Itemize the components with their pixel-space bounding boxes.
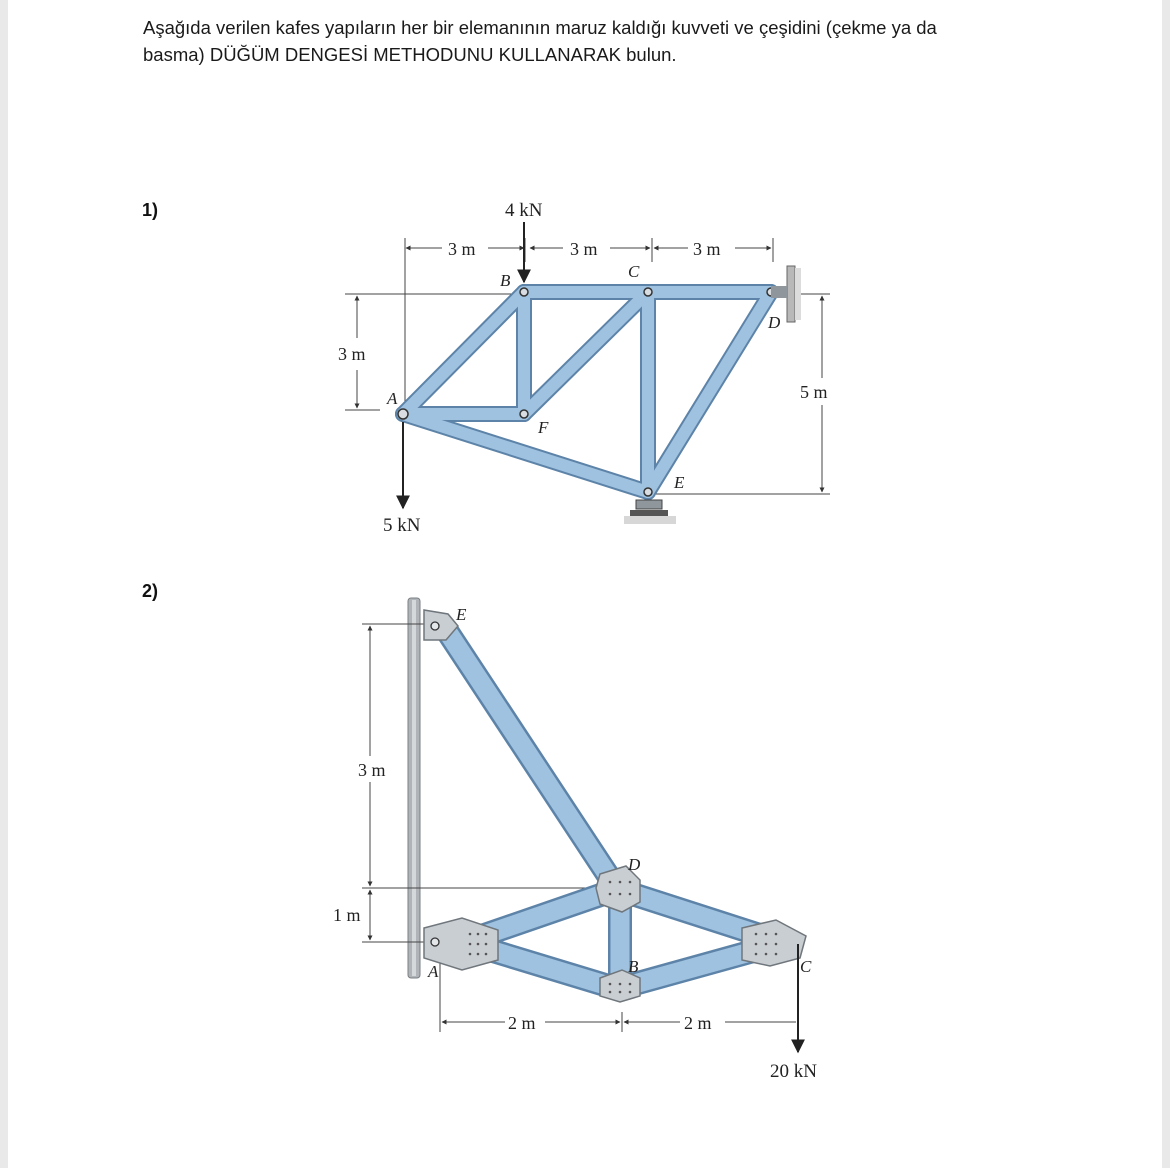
pin-b bbox=[520, 288, 528, 296]
member-fc bbox=[524, 292, 648, 414]
node-label-d: D bbox=[628, 855, 641, 874]
pin-a bbox=[431, 938, 439, 946]
dim-top-2: 3 m bbox=[570, 239, 598, 259]
dim-top-1: 3 m bbox=[448, 239, 476, 259]
member-ae bbox=[403, 414, 648, 492]
node-label-b: B bbox=[628, 957, 639, 976]
problem-2-number: 2) bbox=[142, 581, 159, 601]
dim-left: 3 m bbox=[338, 344, 366, 364]
load-label-c: 20 kN bbox=[770, 1061, 817, 1082]
node-label-b: B bbox=[500, 271, 511, 290]
node-label-d: D bbox=[768, 313, 781, 332]
node-label-a: A bbox=[428, 962, 439, 981]
member-de bbox=[648, 292, 771, 492]
dim-right: 5 m bbox=[800, 382, 828, 402]
instruction-line-2: basma) DÜĞÜM DENGESİ METHODUNU KULLANARAK bulun. bbox=[143, 44, 677, 65]
load-label-a: 5 kN bbox=[383, 515, 421, 536]
instruction-line-1: Aşağıda verilen kafes yapıların her bir elemanının maruz kaldığı kuvveti ve çeşidini (çekme ya da bbox=[143, 17, 937, 38]
pin-c bbox=[644, 288, 652, 296]
truss-1-dimension-lines bbox=[345, 238, 830, 494]
pin-f bbox=[520, 410, 528, 418]
load-label-b: 4 kN bbox=[505, 200, 543, 221]
member-ab bbox=[403, 292, 524, 414]
problem-1-number: 1) bbox=[142, 200, 159, 220]
pin-e bbox=[644, 488, 652, 496]
pin-e bbox=[431, 622, 439, 630]
member-ed bbox=[445, 628, 615, 886]
dim-bottom-1: 2 m bbox=[508, 1013, 536, 1033]
truss-2 bbox=[333, 598, 817, 1082]
support-e-roller bbox=[624, 500, 676, 524]
node-label-c: C bbox=[800, 957, 812, 976]
node-label-e: E bbox=[674, 473, 685, 492]
dim-vertical-2: 1 m bbox=[333, 905, 361, 925]
dim-bottom-2: 2 m bbox=[684, 1013, 712, 1033]
node-label-c: C bbox=[628, 262, 640, 281]
node-label-f: F bbox=[538, 418, 549, 437]
node-label-a: A bbox=[387, 389, 398, 408]
truss-2-pins bbox=[431, 622, 439, 946]
dim-top-3: 3 m bbox=[693, 239, 721, 259]
node-label-e: E bbox=[456, 605, 467, 624]
pin-a bbox=[398, 409, 408, 419]
truss-1 bbox=[338, 200, 830, 536]
dim-vertical-1: 3 m bbox=[358, 760, 386, 780]
gusset-c bbox=[742, 920, 806, 966]
truss-1-members bbox=[403, 292, 771, 492]
